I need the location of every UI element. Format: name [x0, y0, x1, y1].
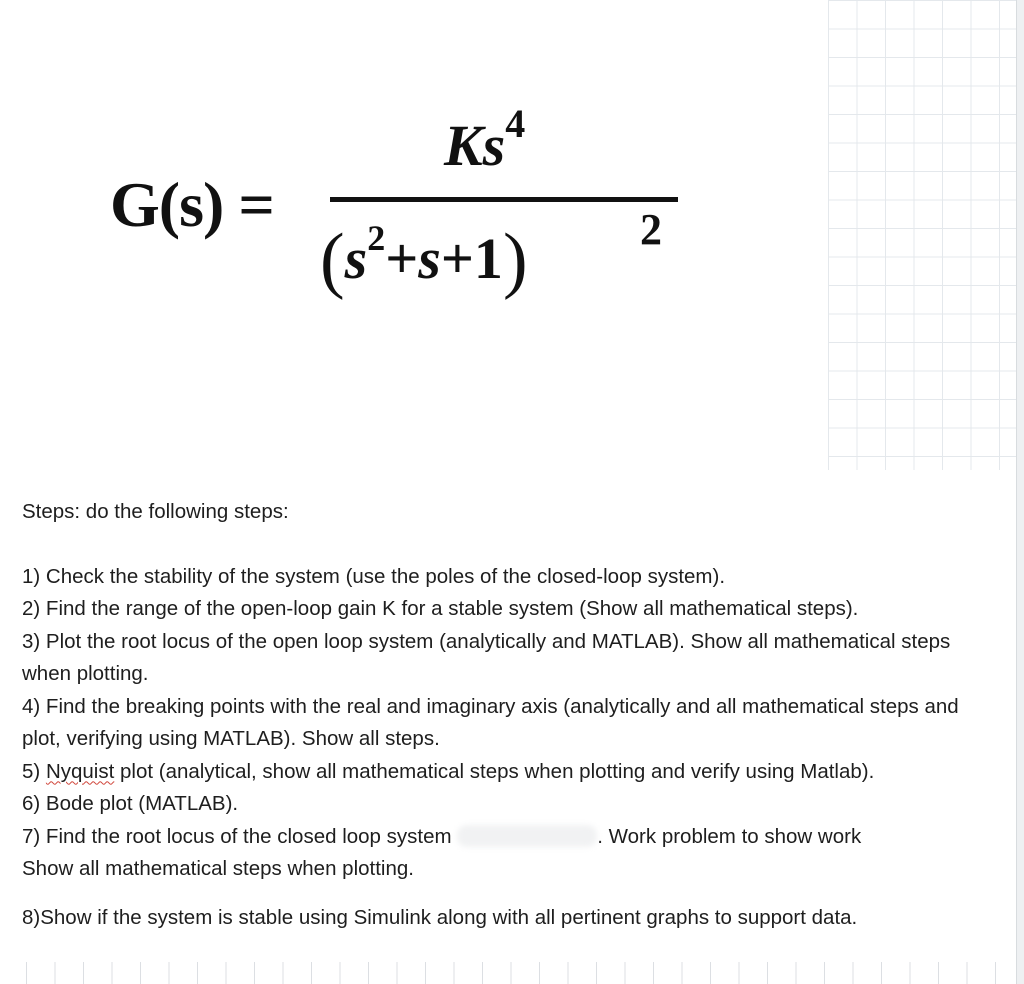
- step-3: 3) Plot the root locus of the open loop system (analytically and MATLAB). Show all mathematical steps when plotting.: [22, 629, 951, 685]
- spacer: [22, 886, 1002, 902]
- step-1: 1) Check the stability of the system (use the poles of the closed-loop system).: [22, 564, 726, 588]
- step-5-text: plot (analytical, show all mathematical steps when plotting and verify using Matlab).: [114, 759, 875, 783]
- denominator-s-squared-var: s: [344, 226, 368, 291]
- numerator-coefficient: Ks: [444, 113, 506, 178]
- step-2: 2) Find the range of the open-loop gain K for a stable system (Show all mathematical steps).: [22, 597, 859, 620]
- denominator-outer-exponent: 2: [640, 205, 662, 254]
- step-8: 8)Show if the system is stable using Simulink along with all pertinent graphs to support data.: [22, 905, 858, 929]
- denominator-plus: +: [385, 226, 419, 291]
- fraction-bar: [330, 197, 678, 202]
- redacted-region: [457, 825, 597, 847]
- denominator-inner-exponent: 2: [367, 218, 386, 258]
- equation-denominator: [320, 218, 528, 303]
- close-paren: ): [502, 219, 528, 301]
- step-7: [22, 821, 1002, 854]
- grid-background-bottom: [0, 962, 1016, 984]
- transfer-function-equation: [0, 0, 828, 470]
- steps-intro: Steps: do the following steps:: [22, 500, 289, 523]
- grid-background-right: [828, 0, 1018, 470]
- denominator-plus-one: +1: [440, 226, 503, 291]
- step-5-number: 5): [22, 759, 46, 783]
- step-7-continuation: Show all mathematical steps when plotting.: [22, 857, 414, 880]
- denominator-s-var: s: [418, 226, 441, 291]
- equation-numerator: [444, 101, 526, 179]
- step-7-suffix: . Work problem to show work: [597, 824, 862, 848]
- step-7-text: 7) Find the root locus of the closed loop system: [22, 824, 458, 848]
- equation-lhs: G(s) =: [110, 169, 274, 240]
- step-6: 6) Bode plot (MATLAB).: [22, 792, 239, 815]
- numerator-exponent: 4: [505, 101, 526, 146]
- open-paren: (: [320, 219, 345, 301]
- step-5: [22, 756, 1002, 789]
- page-edge: [1016, 0, 1024, 984]
- step-4: 4) Find the breaking points with the real and imaginary axis (analytically and all mathematical steps and plot, verifying using MATLAB). Show all steps.: [22, 694, 959, 750]
- steps-list: [22, 496, 1002, 934]
- step-5-spellcheck-word: Nyquist: [45, 759, 115, 783]
